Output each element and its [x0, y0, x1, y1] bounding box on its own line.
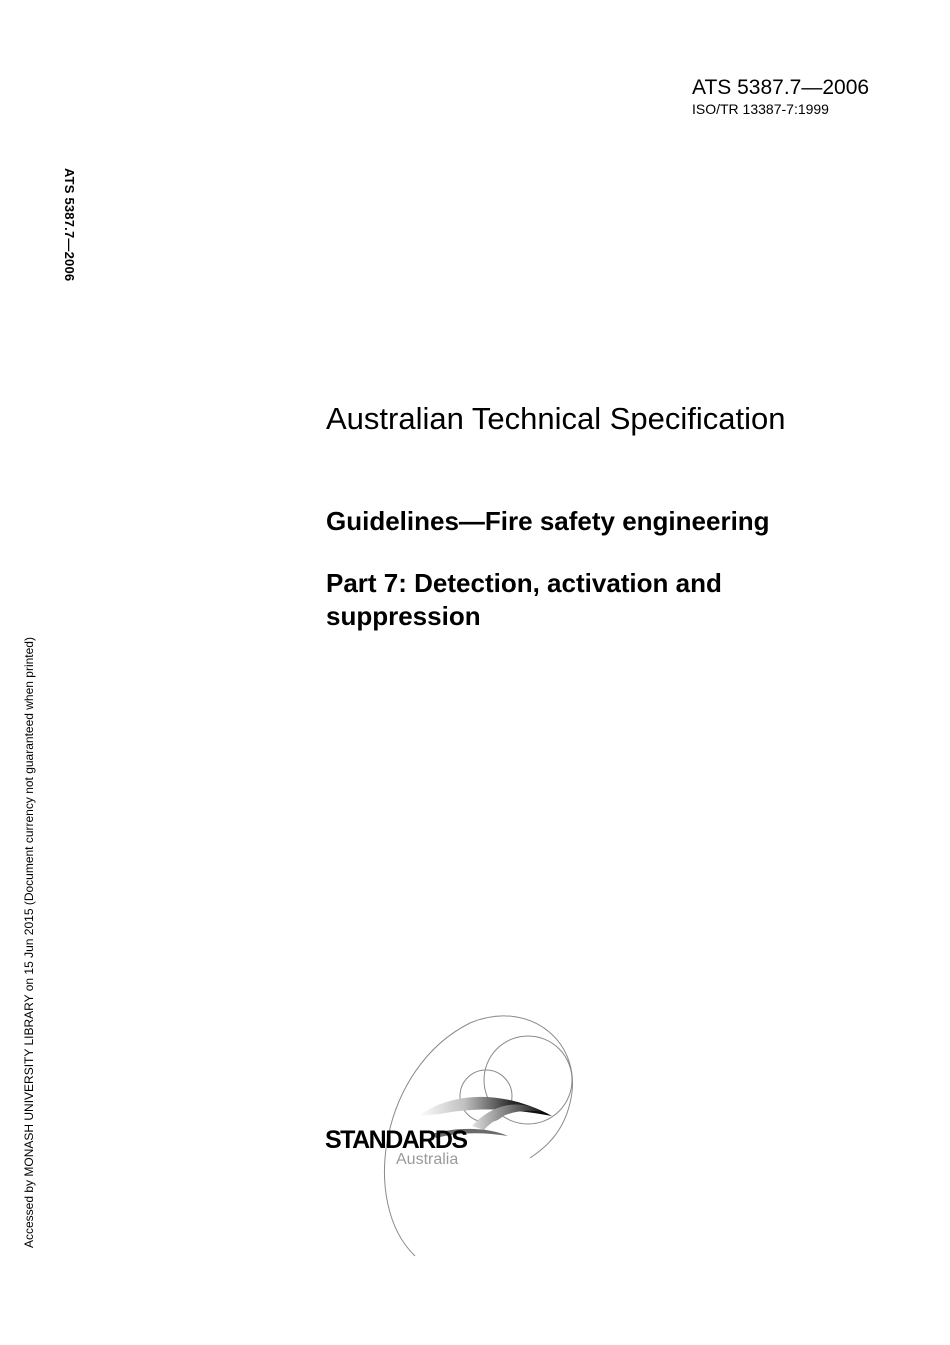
- document-identifier: [692, 76, 869, 118]
- part-title: Part 7: Detection, activation and suppression: [326, 568, 722, 631]
- guideline-title: Guidelines—Fire safety engineering: [326, 506, 770, 536]
- logo-subtitle: Australia: [396, 1151, 459, 1168]
- access-note: Accessed by MONASH UNIVERSITY LIBRARY on 15 Jun 2015 (Document currency not guaranteed when printed): [22, 637, 36, 1248]
- iso-number: ISO/TR 13387-7:1999: [692, 101, 829, 117]
- spine-doc-number: ATS 5387.7—2006: [62, 168, 77, 282]
- spec-type-heading: Australian Technical Specification: [326, 401, 786, 436]
- logo-wordmark: STANDARDS: [325, 1126, 467, 1154]
- doc-number: ATS 5387.7—2006: [692, 76, 870, 99]
